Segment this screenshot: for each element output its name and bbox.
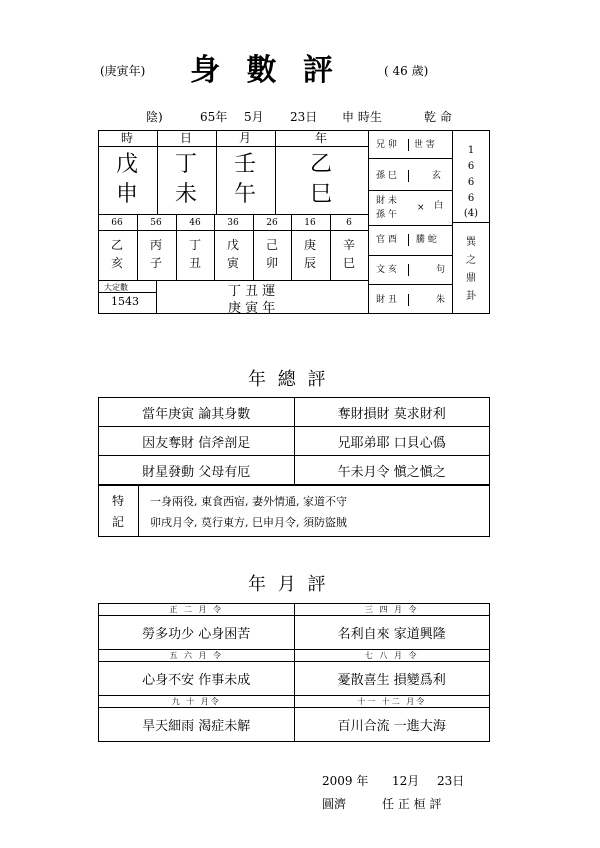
pillar-branch-day: 未	[174, 182, 197, 207]
gua-name: 鼎	[466, 273, 476, 284]
luck-age: 26	[266, 218, 278, 228]
relation-left: 官 酉	[376, 235, 397, 245]
birth-gender: 乾 命	[424, 110, 452, 124]
luck-branch: 亥	[110, 256, 123, 270]
month-text: 名利自來 家道興隆	[294, 616, 490, 650]
month-label: 正 二 月 令	[99, 604, 295, 616]
annual-cell: 因友奪財 信斧剖足	[99, 427, 295, 456]
gua-number: 6	[467, 161, 475, 172]
birth-calendar: 陰)	[146, 110, 163, 124]
footer-day: 23日	[437, 774, 465, 788]
luck-stem: 乙	[110, 238, 123, 252]
pillar-stem-hour: 戊	[115, 152, 138, 177]
birth-hour: 申 時生	[342, 110, 382, 124]
relation-left: 文 亥	[376, 265, 397, 275]
luck-branch: 巳	[342, 256, 355, 270]
luck-age: 56	[150, 218, 162, 228]
pillar-header-month: 月	[238, 131, 251, 145]
footer-year: 2009 年	[322, 774, 369, 788]
pillar-stem-month: 壬	[233, 152, 256, 177]
luck-stem: 戊	[226, 238, 239, 252]
monthly-title: 年 月 評	[248, 574, 329, 595]
pillar-branch-year: 巳	[309, 182, 332, 207]
relation-left: 財 未	[376, 196, 397, 206]
luck-stem: 己	[265, 238, 278, 252]
month-text: 憂散喜生 損變爲利	[294, 662, 490, 696]
birth-month: 5月	[244, 110, 264, 124]
special-line: 卯戌月令, 莫行東方, 巳申月令, 須防盜賊	[150, 516, 347, 529]
pillar-stem-day: 丁	[174, 152, 197, 177]
luck-age: 66	[111, 218, 123, 228]
luck-age: 46	[189, 218, 201, 228]
year-tag: (庚寅年)	[100, 64, 146, 78]
birth-year: 65年	[200, 110, 228, 124]
pillar-header-hour: 時	[120, 131, 133, 145]
gua-name: 巽	[466, 237, 476, 248]
age-tag: ( 46 歲)	[384, 64, 429, 78]
relation-left: 兄 卯	[376, 140, 397, 150]
luck-branch: 子	[149, 256, 162, 270]
month-text: 心身不安 作事未成	[99, 662, 295, 696]
luck-age: 16	[304, 218, 316, 228]
gua-number: 6	[467, 177, 475, 188]
relation-right: 朱	[436, 295, 446, 305]
current-year: 庚 寅 年	[228, 301, 276, 316]
special-label: 記	[112, 515, 125, 529]
relation-left: 財 丑	[376, 295, 397, 305]
month-label: 十一 十二 月令	[294, 696, 490, 708]
monthly-table	[98, 603, 490, 742]
luck-branch: 寅	[226, 256, 239, 270]
luck-stem: 丁	[188, 238, 201, 252]
relation-mid: ×	[417, 203, 425, 213]
annual-cell: 當年庚寅 論其身數	[99, 398, 295, 427]
pillar-header-day: 日	[179, 131, 192, 145]
luck-age: 36	[227, 218, 239, 228]
annual-cell: 財星發動 父母有厄	[99, 456, 295, 485]
relation-left: 孫 午	[376, 210, 397, 220]
pillar-header-year: 年	[314, 131, 327, 145]
pillar-branch-hour: 申	[115, 182, 138, 207]
pillar-branch-month: 午	[233, 182, 256, 207]
annual-title: 年 總 評	[248, 369, 329, 390]
daesu-label: 大定數	[104, 283, 128, 292]
special-label: 特	[112, 494, 125, 508]
birth-day: 23日	[290, 110, 318, 124]
relation-left: 孫 巳	[376, 171, 397, 181]
luck-branch: 丑	[188, 256, 201, 270]
month-label: 五 六 月 令	[99, 650, 295, 662]
luck-age: 6	[346, 218, 352, 228]
page-title: 身 數 評	[190, 53, 341, 88]
gua-name: 之	[466, 255, 476, 266]
pillar-stem-year: 乙	[309, 152, 332, 177]
gua-number: 1	[467, 145, 475, 156]
annual-cell: 午未月令 愼之愼之	[294, 456, 490, 485]
relation-right: 玄	[432, 171, 442, 181]
gua-name: 卦	[466, 291, 476, 302]
month-text: 勞多功少 心身困苦	[99, 616, 295, 650]
month-text: 百川合流 一進大海	[294, 708, 490, 742]
relation-right: 白	[434, 201, 444, 211]
month-label: 七 八 月 令	[294, 650, 490, 662]
annual-cell: 兄耶弟耶 口貝心僞	[294, 427, 490, 456]
footer-month: 12月	[392, 774, 420, 788]
special-line: 一身兩役, 東食西宿, 妻外情通, 家道不守	[150, 495, 347, 508]
month-label: 三 四 月 令	[294, 604, 490, 616]
month-text: 旱天細雨 渴症未解	[99, 708, 295, 742]
luck-period: 丁 丑 運	[228, 284, 276, 299]
footer-org: 圓濟	[322, 797, 347, 811]
annual-cell: 奪財損財 莫求財利	[294, 398, 490, 427]
luck-stem: 辛	[342, 238, 355, 252]
luck-branch: 卯	[265, 256, 278, 270]
footer-author: 任 正 桓 評	[382, 797, 442, 811]
luck-stem: 丙	[149, 238, 162, 252]
gua-number: 6	[467, 193, 475, 204]
month-label: 九 十 月令	[99, 696, 295, 708]
annual-table	[98, 397, 490, 485]
daesu-value: 1543	[111, 295, 139, 308]
relation-right: 句	[436, 265, 446, 275]
luck-stem: 庚	[303, 238, 316, 252]
luck-branch: 辰	[303, 256, 316, 270]
relation-right: 騰 蛇	[416, 235, 437, 245]
relation-right: 世 害	[414, 140, 435, 150]
gua-number: (4)	[463, 208, 479, 219]
